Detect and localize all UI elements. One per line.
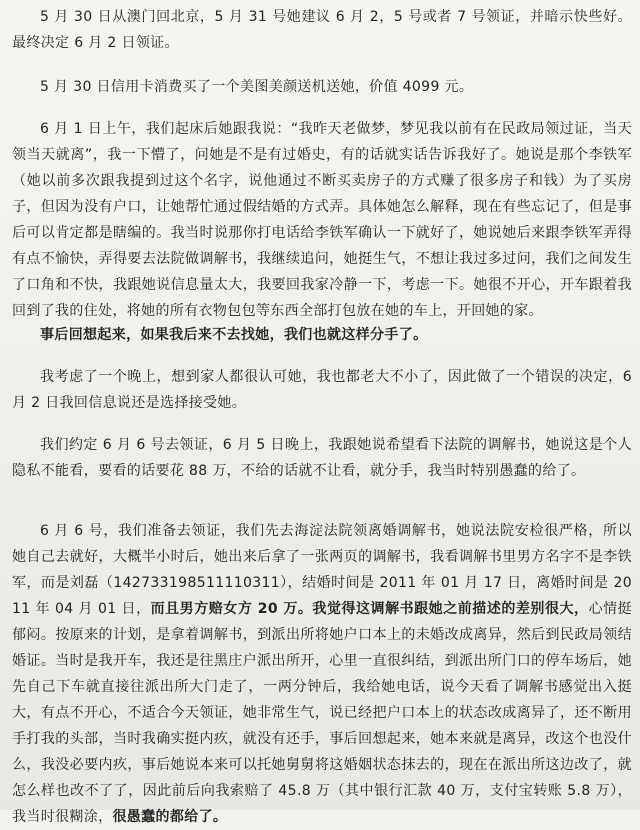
paragraph-june6-events [12,518,632,830]
paragraph-gift-purchase [12,74,632,100]
bold-text-segment: 很愚蠢的都给了。 [112,809,228,825]
paragraph-june6-plan [12,432,632,484]
text-segment: 我们约定 6 月 6 号去领证，6 月 5 日晚上，我跟她说希望看下法院的调解书，她说这是个人隐私不能看，要看的话要花 88 万，不给的话就不让看，就分手，我当时特别愚蠢的给了。 [12,437,632,479]
paragraph-june1-dream [12,116,632,324]
text-segment: 我考虑了一个晚上，想到家人都很认可她，我也都老大不小了，因此做了一个错误的决定，6 月 2 日我回信息说还是选择接受她。 [12,369,632,411]
paragraph-may30-return [12,4,632,56]
text-segment: 6 月 6 号，我们准备去领证，我们先去海淀法院领离婚调解书，她说法院安检很严格，所以她自己去就好，大概半小时后，她出来后拿了一张两页的调解书，我看调解书里男方名字不是李铁军，而是刘磊（142733198511110311），结婚时间是 2011 年 01 月 17 日，离婚时间是 2011 年 04 月 01 日， [12,523,632,617]
text-segment: 6 月 1 日上午，我们起床后她跟我说：“我昨天老做梦，梦见我以前有在民政局领过证，当天领当天就离”，我一下懵了，问她是不是有过婚史，有的话就实话告诉我好了。她说是那个李铁军（她以前多次跟我提到过这个名字，说他通过不断买卖房子的方式赚了很多房子和钱）为了买房子，但因为没有户口，让她帮忙通过假结婚的方式弄。具体她怎么解释，现在有些忘记了，但是事后可以肯定都是瞎编的。我当时说那你打电话给李铁军确认一下就好了，她说她后来跟李铁军弄得有点不愉快，弄得要去法院做调解书，我继续追问，她挺生气，不想让我过多过问，我们之间发生了口角和不快，我跟她说信息量太大，我要回我家冷静一下，考虑一下。她很不开心，开车跟着我回到了我的住处，将她的所有衣物包包等东西全部打包放在她的车上，开回她的家。 [12,121,632,319]
text-segment: 5 月 30 日从澳门回北京，5 月 31 号她建议 6 月 2，5 号或者 7 号领证，并暗示快些好。最终决定 6 月 2 日领证。 [12,9,632,51]
bold-text-segment: 事后回想起来，如果我后来不去找她，我们也就这样分手了。 [40,327,428,343]
paragraph-decision [12,364,632,416]
text-segment: 心情挺郁闷。按原来的计划，是拿着调解书，到派出所将她户口本上的未婚改成离异，然后到民政局领结婚证。当时是我开车，我还是往黑庄户派出所开，心里一直很纠结，到派出所门口的停车场后，她先自己下车就直接往派出所大门走了，一两分钟后，我给她电话，说今天看了调解书感觉出入挺大，有点不开心，不适合今天领证，她非常生气，说已经把户口本上的状态改成离异了，还不断用手打我的头部，当时我确实挺内疚，就没有还手，事后回想起来，她本来就是离异，改这个也没什么，我没必要内疚，事后她说本来可以托她舅舅将这婚姻状态抹去的，现在在派出所这边改了，就怎么样也改不了了，因此前后向我索赔了 45.8 万（其中银行汇款 40 万，支付宝转账 5.8 万），我当时很糊涂， [12,601,632,825]
text-segment: 5 月 30 日信用卡消费买了一个美图美颜送机送她，价值 4099 元。 [40,79,474,95]
bold-text-segment: 而且男方赔女方 20 万。我觉得这调解书跟她之前描述的差别很大， [150,601,589,617]
paragraph-reflection [12,322,632,348]
